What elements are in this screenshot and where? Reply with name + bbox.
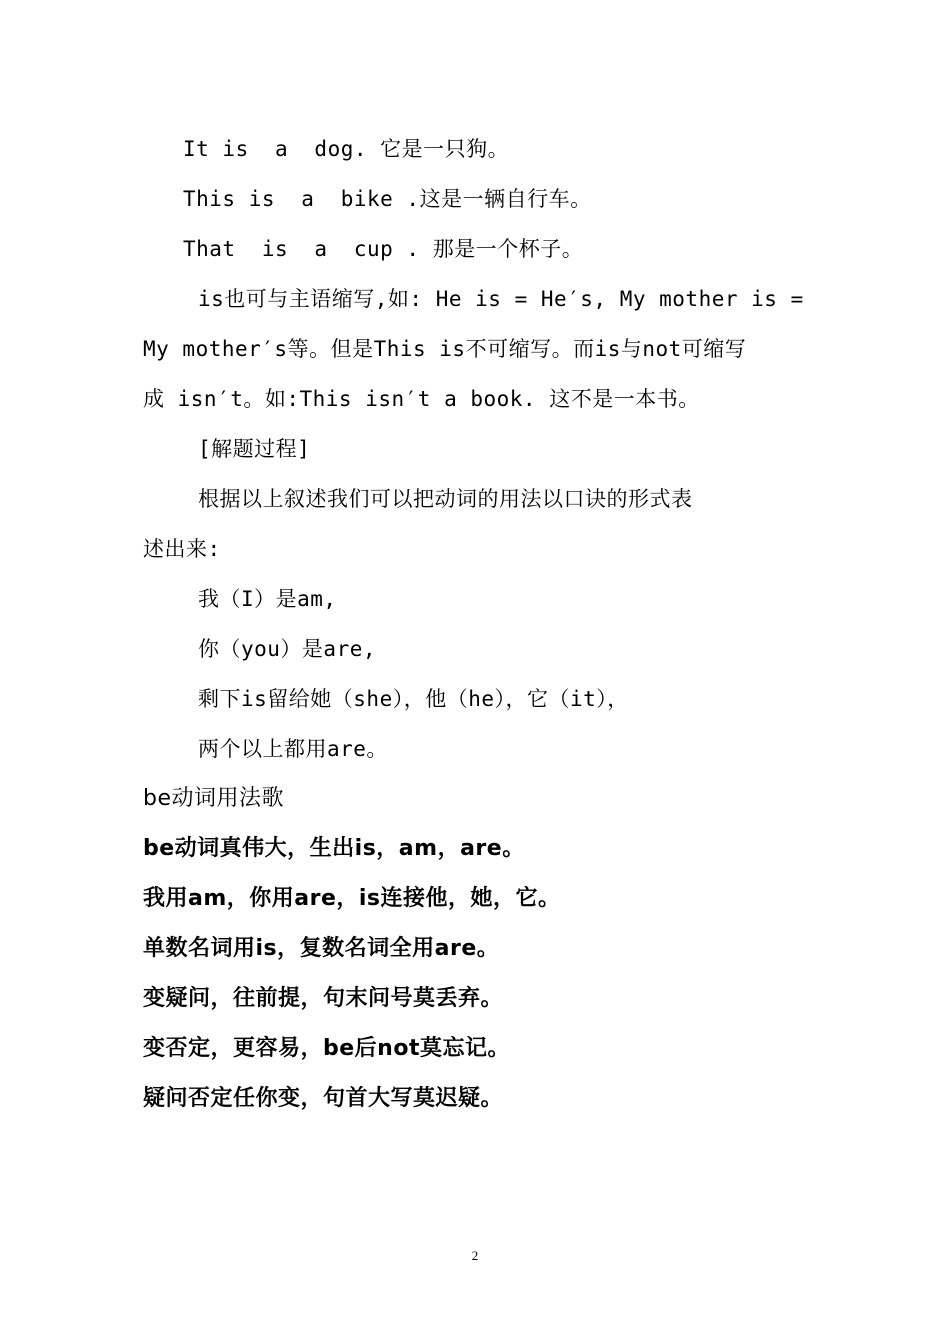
rhyme-line-3: 剩下is留给她（she），他（he），它（it）， (198, 687, 629, 711)
rhyme-line-2: 你（you）是are, (198, 637, 377, 661)
contraction-paragraph-line-1: is也可与主语缩写,如: He is = He′s, My mother is = (198, 287, 804, 311)
contraction-paragraph-line-3: 成 isn′t。如:This isn′t a book. 这不是一本书。 (143, 387, 700, 411)
song-title: be动词用法歌 (143, 786, 285, 811)
example-cup-sentence: That is a cup . 那是一个杯子。 (183, 237, 584, 261)
example-dog-sentence: It is a dog. 它是一只狗。 (183, 137, 510, 161)
song-line-1: be动词真伟大，生出is，am，are。 (143, 836, 525, 861)
song-line-6: 疑问否定任你变，句首大写莫迟疑。 (143, 1086, 504, 1111)
example-bike-sentence: This is a bike .这是一辆自行车。 (183, 187, 592, 211)
rhyme-line-4: 两个以上都用are。 (198, 737, 388, 761)
song-line-3: 单数名词用is，复数名词全用are。 (143, 936, 500, 961)
song-line-4: 变疑问，往前提，句末问号莫丢弃。 (143, 986, 504, 1011)
solution-intro-line-1: 根据以上叙述我们可以把动词的用法以口诀的形式表 (198, 487, 693, 511)
song-line-2: 我用am，你用are，is连接他，她，它。 (143, 886, 561, 911)
solution-intro-line-2: 述出来: (143, 537, 221, 561)
rhyme-line-1: 我（I）是am, (198, 587, 337, 611)
contraction-paragraph-line-2: My mother′s等。但是This is不可缩写。而is与not可缩写 (143, 337, 747, 361)
song-line-5: 变否定，更容易，be后not莫忘记。 (143, 1036, 510, 1061)
page-number: 2 (471, 1248, 479, 1263)
solution-label: [解题过程] (198, 437, 311, 461)
